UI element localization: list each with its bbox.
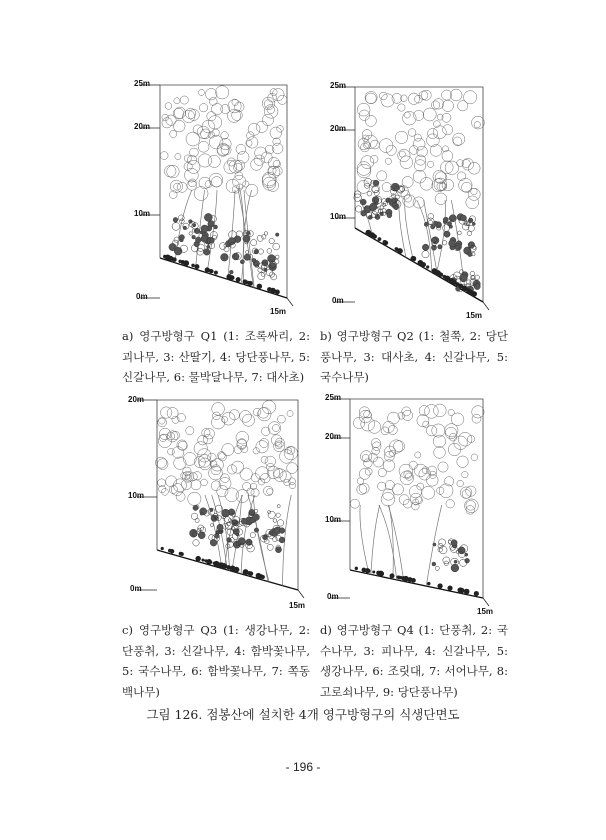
canopy-leaf — [434, 447, 446, 459]
caption-b: b) 영구방형구 Q2 (1: 철쭉, 2: 당단풍나무, 3: 대사초, 4: 신갈나무, 5: 국수나무) — [320, 329, 508, 384]
shrub-leaf — [433, 543, 436, 546]
canopy-leaf — [360, 451, 371, 462]
herb — [474, 591, 479, 596]
canopy-leaf — [472, 406, 484, 418]
canopy-leaf — [457, 456, 469, 468]
y-label: 10m — [134, 209, 151, 218]
caption-a: a) 영구방형구 Q1 (1: 조록싸리, 2: 괴나무, 3: 산딸기, 4: 당단풍나무, 5: 신갈나무, 6: 물박달나무, 7: 대사초) — [122, 329, 310, 384]
y-label: 20m — [330, 124, 347, 133]
canopy-leaf — [449, 433, 457, 441]
canopy-leaf — [365, 468, 372, 475]
canopy-leaf — [419, 406, 429, 416]
x-label: 15m — [477, 607, 494, 616]
y-label: 20m — [325, 432, 342, 441]
canopy-leaf — [471, 454, 478, 461]
tree-trunk — [371, 505, 380, 574]
y-label: 10m — [330, 212, 347, 221]
canopy-leaf — [381, 492, 395, 506]
canopy-leaf — [364, 459, 373, 468]
y-label: 25m — [134, 79, 151, 88]
herb — [437, 583, 442, 588]
canopy-leaf — [437, 487, 444, 494]
canopy-leaf — [362, 454, 369, 461]
herb — [362, 568, 367, 573]
shrub-leaf — [439, 539, 446, 546]
x-label: 15m — [270, 307, 287, 316]
herb — [447, 585, 452, 590]
canopy-leaf — [387, 412, 399, 424]
canopy-leaf — [409, 461, 417, 469]
canopy-leaf — [466, 501, 476, 511]
herb — [403, 576, 408, 581]
canopy-leaf — [438, 462, 448, 472]
y-label: 0m — [130, 584, 142, 593]
canopy-leaf — [359, 483, 369, 493]
canopy-leaf — [424, 404, 438, 418]
tree-trunk — [360, 505, 369, 574]
tree-trunk — [379, 505, 397, 580]
shrub-leaf — [435, 566, 439, 570]
shrub-leaf — [458, 547, 465, 554]
shrub-leaf — [465, 558, 470, 563]
y-label: 0m — [136, 292, 148, 301]
canopy-leaf — [458, 432, 472, 446]
canopy-leaf — [472, 414, 481, 423]
canopy-leaf — [383, 489, 394, 500]
canopy-leaf — [409, 485, 421, 497]
x-label: 15m — [466, 311, 483, 320]
canopy-leaf — [373, 457, 383, 467]
canopy-leaf — [417, 483, 424, 490]
herb — [427, 582, 431, 586]
canopy-leaf — [446, 500, 454, 508]
canopy-leaf — [412, 502, 420, 510]
page-number: - 196 - — [285, 760, 321, 774]
caption-c: c) 영구방형구 Q3 (1: 생강나무, 2: 단풍취, 3: 신갈나무, 4: 함박꽃나무, 5: 국수나무, 6: 함박꽃나무, 7: 쪽동백나무) — [122, 623, 310, 699]
canopy-leaf — [371, 438, 380, 447]
canopy-leaf — [402, 407, 411, 416]
canopy-leaf — [388, 425, 397, 434]
plot-frame — [350, 399, 483, 598]
canopy-leaf — [381, 427, 389, 435]
canopy-leaf — [404, 470, 412, 478]
herb — [390, 573, 395, 578]
canopy-leaf — [377, 482, 385, 490]
canopy-leaf — [361, 417, 375, 431]
y-label: 10m — [325, 515, 342, 524]
canopy-leaf — [422, 486, 435, 499]
shrub-leaf — [451, 540, 457, 546]
shrub-leaf — [454, 560, 457, 563]
y-label: 0m — [327, 592, 339, 601]
canopy-leaf — [462, 471, 468, 477]
shrub-leaf — [451, 564, 459, 572]
canopy-leaf — [385, 480, 394, 489]
shrub-leaf — [438, 547, 443, 552]
herb — [380, 572, 384, 576]
canopy-leaf — [378, 468, 386, 476]
canopy-leaf — [439, 484, 453, 498]
y-label: 10m — [128, 491, 145, 500]
shrub-leaf — [465, 553, 468, 556]
herb — [372, 570, 375, 573]
canopy-leaf — [467, 435, 474, 442]
canopy-leaf — [415, 452, 421, 458]
canopy-leaf — [350, 499, 359, 508]
y-label: 25m — [325, 393, 342, 402]
shrub-leaf — [432, 562, 436, 566]
y-label: 20m — [128, 395, 145, 404]
canopy-leaf — [372, 442, 381, 451]
canopy-leaf — [359, 410, 372, 423]
y-label: 20m — [134, 122, 151, 131]
canopy-leaf — [403, 499, 412, 508]
herb — [397, 575, 400, 578]
canopy-leaf — [466, 506, 475, 515]
herb — [355, 567, 358, 570]
figure-caption: 그림 126. 점봉산에 설치한 4개 영구방형구의 식생단면도 — [146, 707, 460, 722]
herb — [464, 589, 470, 595]
x-label: 15m — [289, 601, 306, 610]
caption-d: d) 영구방형구 Q4 (1: 단풍취, 2: 국수나무, 3: 피나무, 4: 신갈나무, 5: 생강나무, 6: 조릿대, 7: 서어나무, 8: 고로쇠나무, 9: 당단풍나무) — [320, 623, 508, 699]
y-label: 25m — [330, 81, 347, 90]
canopy-leaf — [457, 480, 464, 487]
axis-tick — [483, 598, 489, 606]
ground-line — [350, 570, 483, 598]
canopy-leaf — [357, 478, 364, 485]
herb — [459, 588, 464, 593]
y-label: 0m — [332, 296, 344, 305]
